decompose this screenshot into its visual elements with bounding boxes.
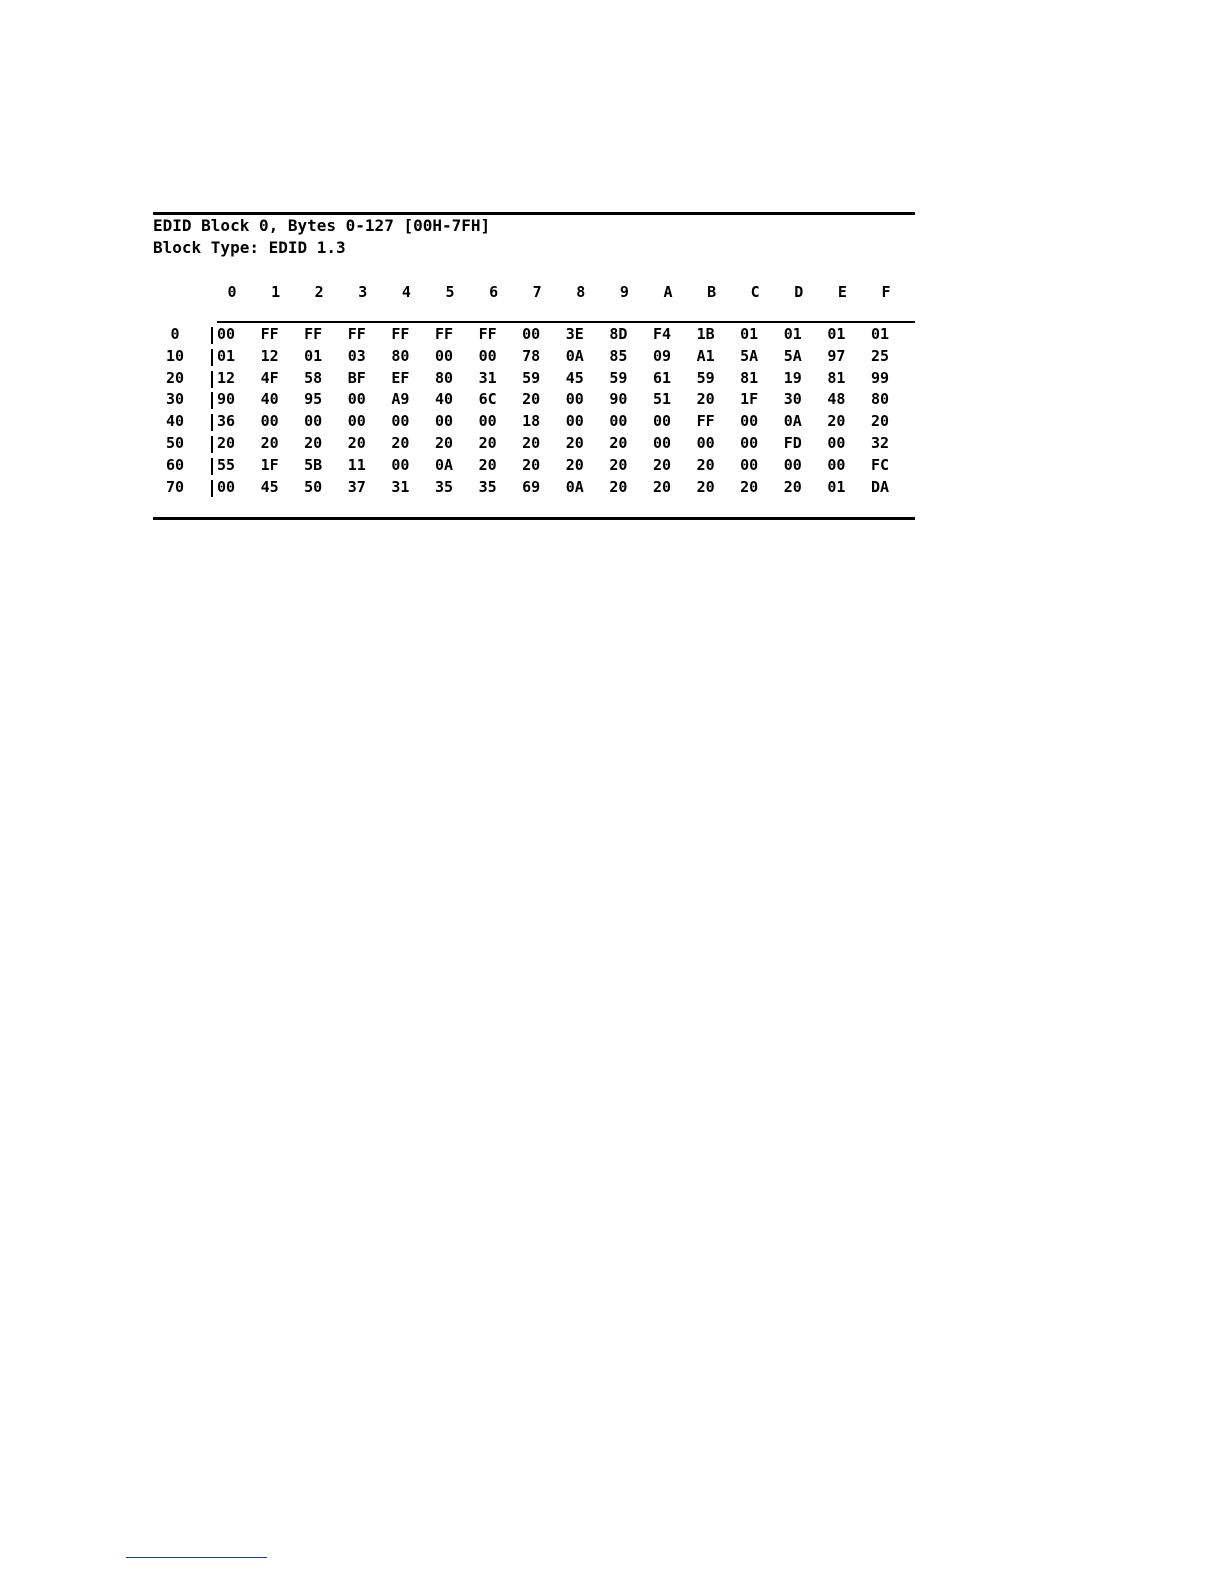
hex-byte: 01 — [304, 346, 323, 365]
hex-byte: 80 — [870, 390, 890, 409]
table-row — [153, 434, 915, 452]
block-type: Block Type: EDID 1.3 — [153, 238, 346, 257]
edid-title: EDID Block 0, Bytes 0-127 [00H-7FH] — [153, 216, 491, 235]
hex-byte: 1F — [740, 390, 759, 409]
hex-byte: 00 — [478, 412, 497, 431]
hex-byte: 37 — [347, 477, 366, 496]
hex-byte: 00 — [565, 390, 584, 409]
column-header: E — [837, 283, 847, 301]
hex-byte: 00 — [565, 412, 584, 431]
table-row — [153, 456, 915, 474]
hex-byte: 95 — [304, 390, 323, 409]
hex-byte: 20 — [347, 434, 366, 452]
hex-byte: 90 — [609, 390, 628, 409]
edid-hex-dump — [153, 212, 915, 522]
hex-byte: 8D — [609, 325, 628, 343]
hex-byte: 00 — [260, 412, 279, 431]
hex-byte: 81 — [740, 368, 759, 387]
hex-byte: 20 — [216, 434, 236, 452]
hex-byte: 20 — [565, 434, 584, 452]
hex-byte: 0A — [783, 412, 802, 431]
hex-byte: 00 — [478, 346, 497, 365]
hex-byte: 00 — [522, 325, 541, 343]
hex-byte: 11 — [347, 455, 366, 474]
hex-byte: 0A — [565, 346, 584, 365]
hex-byte: FF — [696, 412, 715, 431]
hex-byte: 20 — [783, 477, 802, 496]
hex-byte: 20 — [696, 455, 715, 474]
bottom-rule — [153, 517, 915, 520]
hex-byte: FF — [347, 325, 366, 343]
hex-byte: 00 — [434, 412, 454, 431]
row-offset-label: 70 — [165, 477, 185, 496]
hex-byte: 19 — [783, 368, 802, 387]
hex-byte: 20 — [696, 390, 715, 409]
hex-byte: FD — [783, 434, 802, 452]
hex-byte: 00 — [391, 455, 410, 474]
hex-byte: 00 — [783, 455, 802, 474]
hex-byte: 20 — [609, 434, 628, 452]
hex-byte: 99 — [870, 368, 890, 387]
hex-byte: 20 — [696, 477, 715, 496]
table-row — [153, 347, 915, 365]
hex-byte: 00 — [652, 434, 672, 452]
hex-byte: 59 — [609, 368, 628, 387]
hex-byte: 48 — [827, 390, 846, 409]
hex-byte: 69 — [522, 477, 541, 496]
hex-byte: 20 — [522, 455, 541, 474]
hex-byte: 55 — [216, 455, 236, 474]
row-offset-label: 30 — [165, 390, 185, 409]
hex-byte: 51 — [652, 390, 672, 409]
hex-byte: 1F — [260, 455, 279, 474]
column-header: 6 — [489, 283, 499, 301]
hex-byte: BF — [347, 368, 366, 387]
hex-byte: FF — [434, 325, 454, 343]
hex-byte: 5B — [304, 455, 323, 474]
hex-byte: 00 — [304, 412, 323, 431]
hex-byte: 40 — [434, 390, 454, 409]
hex-byte: 31 — [478, 368, 497, 387]
hex-byte: 01 — [827, 477, 846, 496]
hex-byte: 20 — [827, 412, 846, 431]
hex-byte: 00 — [740, 412, 759, 431]
hex-byte: 50 — [304, 477, 323, 496]
hex-byte: FC — [870, 455, 890, 474]
hex-byte: 3E — [565, 325, 584, 343]
hex-byte: 59 — [696, 368, 715, 387]
column-header: 1 — [271, 283, 281, 301]
hex-byte: 20 — [609, 455, 628, 474]
hex-byte: 12 — [260, 346, 279, 365]
hex-byte: A1 — [696, 346, 715, 365]
hex-byte: FF — [391, 325, 410, 343]
table-row — [153, 325, 915, 343]
hex-byte: 59 — [522, 368, 541, 387]
hex-byte: 01 — [783, 325, 802, 343]
hex-byte: 20 — [522, 434, 541, 452]
hex-byte: 40 — [260, 390, 279, 409]
hex-byte: 32 — [870, 434, 890, 452]
table-row — [153, 478, 915, 496]
hex-byte: 00 — [827, 434, 846, 452]
hex-byte: 00 — [347, 390, 366, 409]
hex-byte: 61 — [652, 368, 672, 387]
hex-byte: 01 — [827, 325, 846, 343]
hex-byte: 80 — [434, 368, 454, 387]
hex-byte: 20 — [565, 455, 584, 474]
hex-byte: 36 — [216, 412, 236, 431]
hex-byte: 00 — [652, 412, 672, 431]
table-row — [153, 390, 915, 408]
hex-byte: 20 — [870, 412, 890, 431]
hex-byte: 00 — [827, 455, 846, 474]
hex-byte: 25 — [870, 346, 890, 365]
hex-byte: 01 — [740, 325, 759, 343]
hex-byte: 20 — [652, 455, 672, 474]
hex-byte: 5A — [740, 346, 759, 365]
top-rule — [153, 212, 915, 215]
row-offset-label: 50 — [165, 434, 185, 452]
hex-byte: 78 — [522, 346, 541, 365]
hex-byte: 00 — [216, 325, 236, 343]
hex-byte: 20 — [260, 434, 279, 452]
hex-byte: 97 — [827, 346, 846, 365]
hex-byte: 20 — [391, 434, 410, 452]
column-header: 2 — [314, 283, 324, 301]
hex-byte: 18 — [522, 412, 541, 431]
hex-byte: 20 — [478, 455, 497, 474]
hex-byte: 45 — [260, 477, 279, 496]
hex-byte: 00 — [696, 434, 715, 452]
hex-byte: 00 — [434, 346, 454, 365]
hex-byte: A9 — [391, 390, 410, 409]
table-row — [153, 412, 915, 430]
column-header: D — [794, 283, 804, 301]
table-row — [153, 369, 915, 387]
hex-byte: 00 — [347, 412, 366, 431]
row-offset-label: 40 — [165, 412, 185, 431]
hex-byte: 90 — [216, 390, 236, 409]
column-header: A — [663, 283, 673, 301]
hex-byte: DA — [870, 477, 890, 496]
hex-byte: 85 — [609, 346, 628, 365]
row-offset-label: 10 — [165, 346, 185, 365]
hex-byte: 6C — [478, 390, 497, 409]
hex-byte: FF — [304, 325, 323, 343]
hex-byte: 30 — [783, 390, 802, 409]
hex-byte: 20 — [652, 477, 672, 496]
hex-byte: 0A — [565, 477, 584, 496]
hex-byte: EF — [391, 368, 410, 387]
hex-byte: 81 — [827, 368, 846, 387]
hex-byte: 01 — [870, 325, 890, 343]
column-header: 7 — [532, 283, 542, 301]
row-offset-label: 20 — [165, 368, 185, 387]
column-header: C — [750, 283, 760, 301]
row-offset-label: 60 — [165, 455, 185, 474]
hex-byte: 80 — [391, 346, 410, 365]
hex-byte: 00 — [216, 477, 236, 496]
column-header-row — [153, 283, 915, 301]
column-header: 8 — [576, 283, 586, 301]
hex-byte: 20 — [478, 434, 497, 452]
hex-byte: 31 — [391, 477, 410, 496]
row-offset-label: 0 — [170, 325, 180, 343]
hex-byte: 35 — [478, 477, 497, 496]
column-header: 4 — [401, 283, 411, 301]
hex-byte: 35 — [434, 477, 454, 496]
hex-byte: 5A — [783, 346, 802, 365]
hex-byte: FF — [478, 325, 497, 343]
data-rule — [217, 321, 915, 323]
hex-byte: 20 — [609, 477, 628, 496]
column-header: 9 — [619, 283, 629, 301]
hex-byte: 4F — [260, 368, 279, 387]
hex-byte: 03 — [347, 346, 366, 365]
hex-byte: 01 — [216, 346, 236, 365]
hex-byte: 00 — [740, 434, 759, 452]
footnote-separator — [126, 1557, 267, 1558]
hex-byte: 0A — [434, 455, 454, 474]
hex-byte: 20 — [740, 477, 759, 496]
hex-byte: 00 — [609, 412, 628, 431]
column-header: 3 — [358, 283, 368, 301]
hex-byte: 45 — [565, 368, 584, 387]
column-header: B — [707, 283, 717, 301]
hex-byte: 20 — [304, 434, 323, 452]
hex-byte: 00 — [740, 455, 759, 474]
hex-byte: 20 — [522, 390, 541, 409]
hex-byte: 12 — [216, 368, 236, 387]
column-header: 5 — [445, 283, 455, 301]
hex-byte: F4 — [652, 325, 672, 343]
hex-byte: 58 — [304, 368, 323, 387]
column-header: 0 — [227, 283, 237, 301]
hex-byte: FF — [260, 325, 279, 343]
hex-byte: 09 — [652, 346, 672, 365]
hex-byte: 00 — [391, 412, 410, 431]
hex-byte: 1B — [696, 325, 715, 343]
hex-byte: 20 — [434, 434, 454, 452]
column-header: F — [881, 283, 891, 301]
